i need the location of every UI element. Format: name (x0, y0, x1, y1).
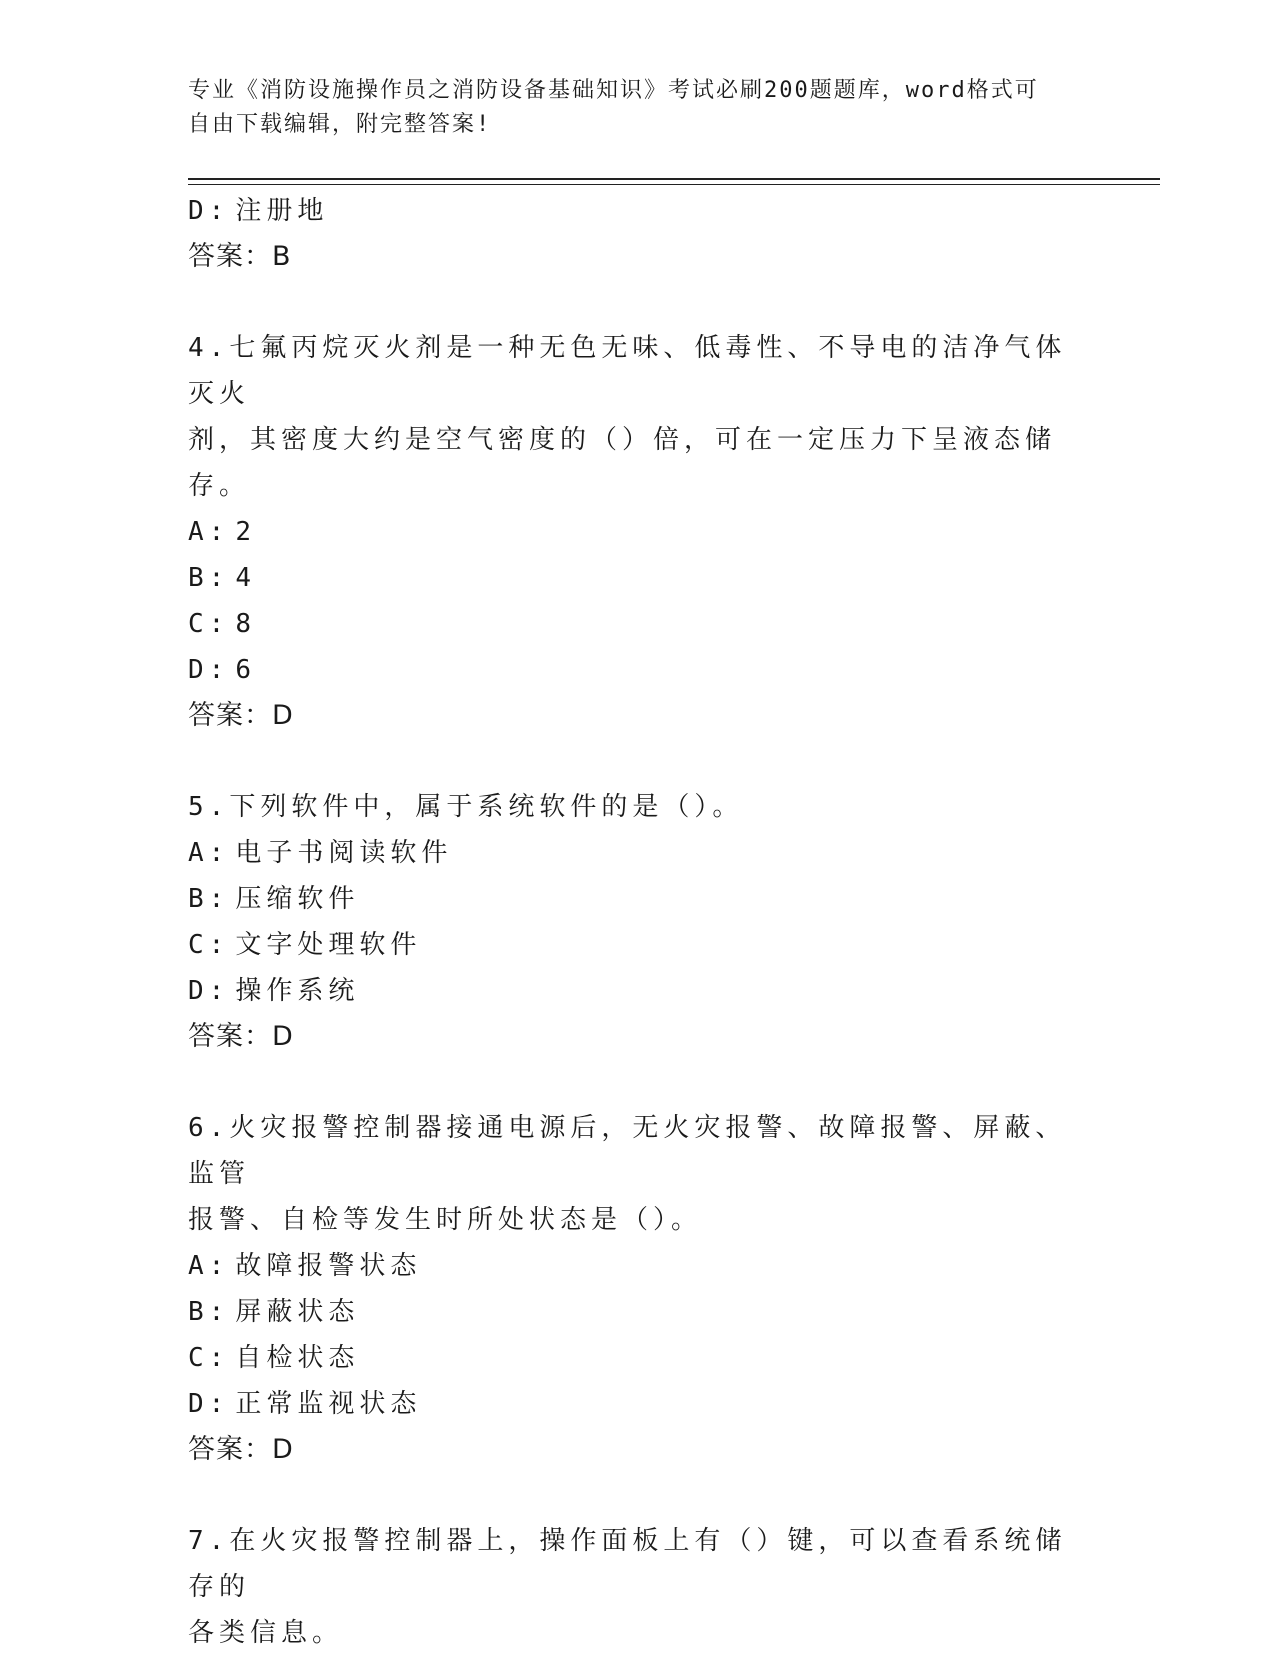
header-line-1: 专业《消防设施操作员之消防设备基础知识》考试必刷200题题库，word格式可 (188, 78, 1039, 103)
answer-value: D (272, 1434, 294, 1465)
question-text-line-2: 报警、自检等发生时所处状态是（）。 (188, 1205, 703, 1235)
question-text (188, 325, 1088, 417)
question-number: 5. (188, 792, 230, 822)
answer-label: 答案： (188, 241, 272, 272)
option-a (188, 830, 1088, 876)
option-text: 文字处理软件 (235, 930, 422, 960)
option-key: C: (188, 1343, 230, 1373)
option-key: D: (188, 196, 230, 226)
option-key: B: (188, 563, 230, 593)
question-text-line-1: 火灾报警控制器接通电源后，无火灾报警、故障报警、屏蔽、监管 (188, 1113, 1067, 1189)
document-header (188, 74, 1088, 142)
option-d (188, 188, 1088, 234)
option-b (188, 555, 1088, 601)
option-text: 压缩软件 (235, 884, 360, 914)
option-key: D: (188, 1389, 230, 1419)
option-key: D: (188, 976, 230, 1006)
question-number: 4. (188, 333, 230, 363)
option-c (188, 922, 1088, 968)
answer-line (188, 1427, 1088, 1473)
option-d (188, 1381, 1088, 1427)
option-c (188, 601, 1088, 647)
prev-question-block (188, 188, 1088, 280)
answer-line (188, 693, 1088, 739)
option-key: B: (188, 1297, 230, 1327)
option-text: 电子书阅读软件 (235, 838, 453, 868)
option-text: 自检状态 (235, 1343, 360, 1373)
answer-line (188, 234, 1088, 280)
option-key: A: (188, 838, 230, 868)
option-b (188, 1289, 1088, 1335)
header-rule-thick (188, 178, 1160, 180)
answer-label: 答案： (188, 1021, 272, 1052)
answer-value: D (272, 700, 294, 731)
option-d (188, 968, 1088, 1014)
question-number: 7. (188, 1526, 230, 1556)
option-text: 屏蔽状态 (235, 1297, 360, 1327)
option-a (188, 1243, 1088, 1289)
header-rule-thin (188, 184, 1160, 185)
question-number: 6. (188, 1113, 230, 1143)
question-4 (188, 325, 1088, 739)
answer-label: 答案： (188, 1434, 272, 1465)
option-text: 4 (235, 563, 256, 593)
question-text-line-1: 七氟丙烷灭火剂是一种无色无味、低毒性、不导电的洁净气体灭火 (188, 333, 1067, 409)
answer-value: D (272, 1021, 294, 1052)
option-text: 注册地 (235, 196, 329, 226)
option-key: C: (188, 609, 230, 639)
option-c (188, 1335, 1088, 1381)
question-text (188, 784, 1088, 830)
answer-label: 答案： (188, 700, 272, 731)
question-text-line-1: 下列软件中，属于系统软件的是（）。 (229, 792, 744, 822)
option-text: 操作系统 (235, 976, 360, 1006)
option-text: 正常监视状态 (235, 1389, 422, 1419)
question-text (188, 1518, 1088, 1610)
question-list (188, 188, 1088, 1656)
option-a (188, 509, 1088, 555)
option-text: 2 (235, 517, 256, 547)
question-5 (188, 784, 1088, 1060)
option-key: A: (188, 517, 230, 547)
option-text: 6 (235, 655, 256, 685)
option-key: B: (188, 884, 230, 914)
option-text: 故障报警状态 (235, 1251, 422, 1281)
question-text-line-2: 剂，其密度大约是空气密度的（）倍，可在一定压力下呈液态储存。 (188, 425, 1057, 501)
question-6 (188, 1105, 1088, 1473)
answer-line (188, 1014, 1088, 1060)
question-7 (188, 1518, 1088, 1656)
option-b (188, 876, 1088, 922)
option-key: D: (188, 655, 230, 685)
option-text: 8 (235, 609, 256, 639)
option-d (188, 647, 1088, 693)
option-key: C: (188, 930, 230, 960)
question-text (188, 1105, 1088, 1197)
header-line-2: 自由下载编辑，附完整答案! (188, 112, 492, 137)
option-key: A: (188, 1251, 230, 1281)
question-text-line-2: 各类信息。 (188, 1618, 344, 1648)
answer-value: B (272, 241, 292, 272)
question-text-line-1: 在火灾报警控制器上，操作面板上有（）键，可以查看系统储存的 (188, 1526, 1067, 1602)
